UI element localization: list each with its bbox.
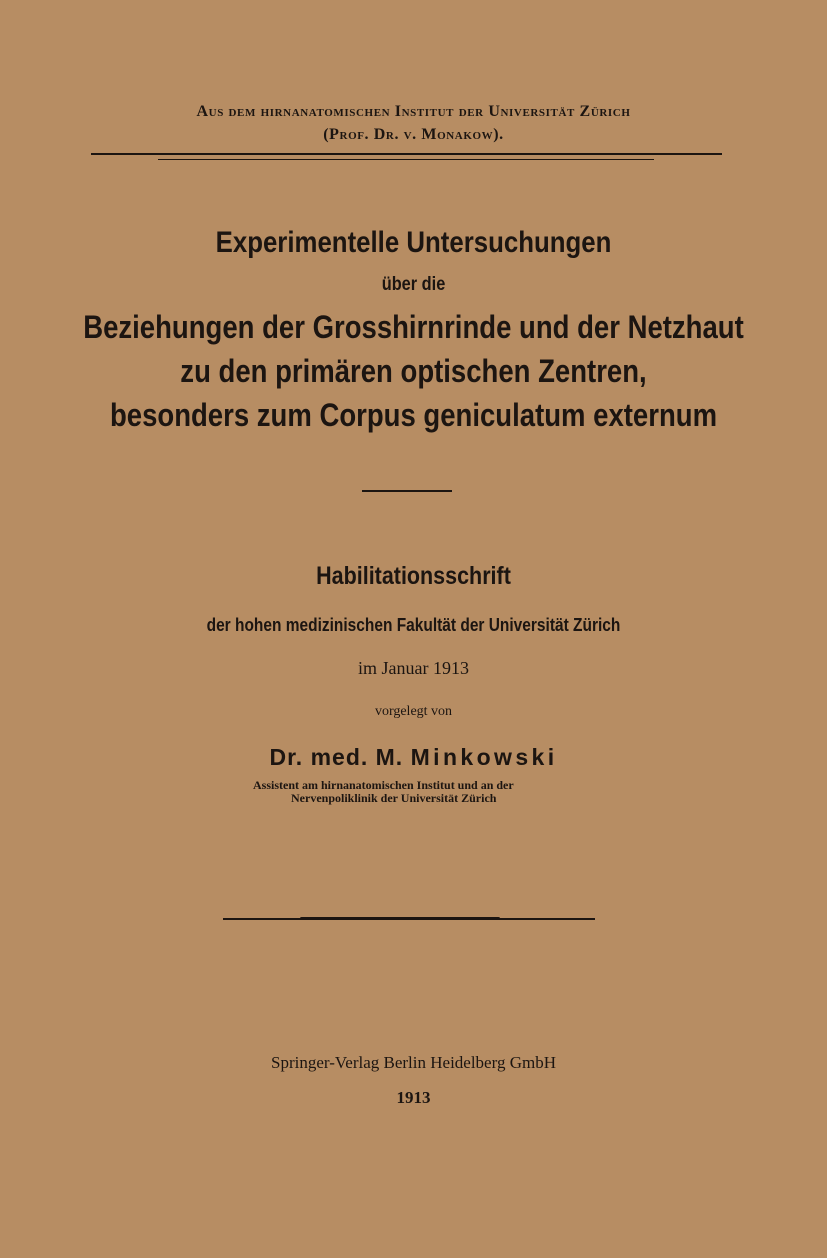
author-prefix: Dr. med. M. xyxy=(269,744,404,770)
publisher-name: Springer-Verlag Berlin Heidelberg GmbH xyxy=(271,1053,556,1072)
title-line-4: besonders zum Corpus geniculatum externum xyxy=(109,397,718,433)
title-connector: über die xyxy=(381,274,446,295)
title-line-3: zu den primären optischen Zentren, xyxy=(180,353,647,389)
author-name xyxy=(0,744,827,771)
affiliation-line-1: Assistent am hirnanatomischen Institut und an der xyxy=(253,778,514,792)
thesis-type: Habilitationsschrift xyxy=(316,562,511,590)
date-line: im Januar 1913 xyxy=(358,658,469,678)
faculty-line: der hohen medizinischen Fakultät der Universität Zürich xyxy=(206,615,621,635)
header-rule-thin xyxy=(158,159,654,160)
institute-line: Aus dem hirnanatomischen Institut der Universität Zürich xyxy=(196,103,631,120)
submitted-by-label: vorgelegt von xyxy=(374,704,453,719)
author-surname: Minkowski xyxy=(410,744,558,770)
title-divider xyxy=(362,490,452,492)
publication-year: 1913 xyxy=(396,1088,431,1107)
bottom-rule-swell xyxy=(300,917,500,920)
affiliation-line-2: Nervenpoliklinik der Universität Zürich xyxy=(291,791,497,805)
professor-line: (Prof. Dr. v. Monakow). xyxy=(323,126,504,143)
author-affiliation xyxy=(253,779,514,805)
title-line-1: Experimentelle Untersuchungen xyxy=(215,226,612,259)
header-rule-thick xyxy=(91,153,722,155)
title-line-2: Beziehungen der Grosshirnrinde und der Netzhaut xyxy=(83,309,744,345)
